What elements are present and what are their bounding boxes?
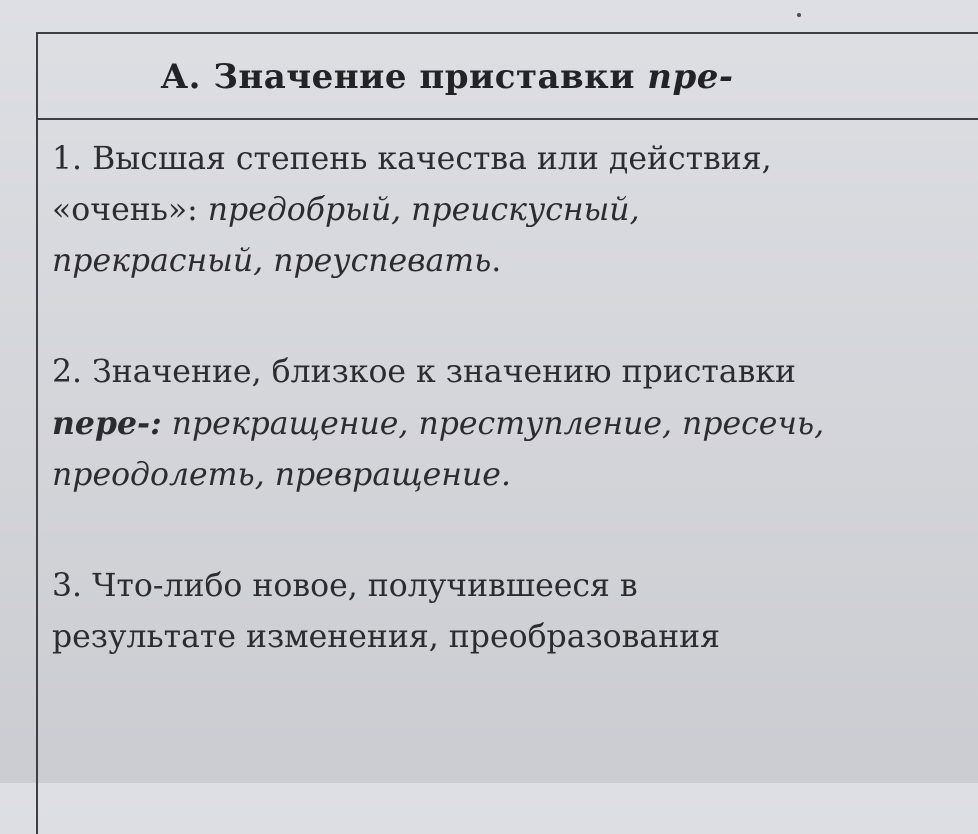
item-description: Что-либо новое, получившееся в [92,568,638,604]
item-examples: прекрасный, преуспевать [52,243,492,279]
header-label: А. Значение приставки [160,57,635,97]
item-description: результате изменения, преобразования [52,619,721,655]
item-examples: прекращение, преступление, пресечь, [171,406,825,442]
item-description: Высшая степень качества или действия, [92,141,772,177]
meaning-item-3 [52,561,978,663]
item-number: 3. [52,568,83,604]
speck-mark [797,13,801,17]
item-end-punct: . [491,243,502,279]
meaning-item-2 [52,347,978,501]
item-number: 2. [52,354,83,390]
table-header-title [38,57,856,97]
item-bold-prefix: пере-: [52,405,162,442]
meaning-item-1 [52,134,978,287]
item-description: Значение, близкое к значению приставки [92,354,797,390]
prefix-meaning-table [36,32,978,834]
table-header-row [38,34,978,120]
item-number: 1. [52,141,83,177]
item-examples: предобрый, преискусный, [207,192,640,228]
item-examples: преодолеть, превращение. [52,457,511,493]
table-body [52,134,978,663]
item-lead: «очень»: [52,192,198,228]
header-prefix-word: пре- [647,57,734,97]
